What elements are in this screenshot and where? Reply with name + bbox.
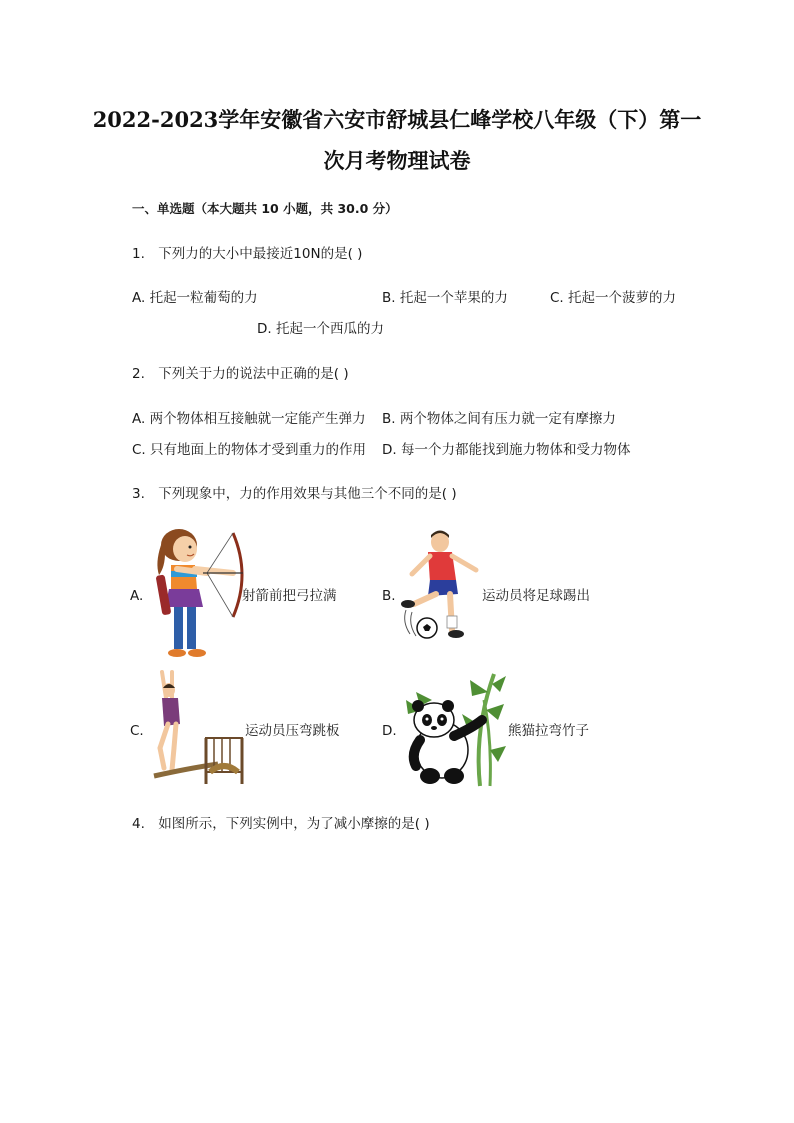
question-text: 如图所示，下列实例中，为了减小摩擦的是( ) <box>158 816 430 832</box>
archer-girl-icon <box>147 527 247 665</box>
option-1d[interactable]: D. 托起一个西瓜的力 <box>257 321 384 337</box>
soccer-player-icon <box>400 530 482 656</box>
option-3d-text: 熊猫拉弯竹子 <box>508 723 589 739</box>
option-2d[interactable]: D. 每一个力都能找到施力物体和受力物体 <box>382 442 631 458</box>
option-2c[interactable]: C. 只有地面上的物体才受到重力的作用 <box>132 442 367 458</box>
question-4 <box>132 815 430 833</box>
option-2a[interactable]: A. 两个物体相互接触就一定能产生弹力 <box>132 411 366 427</box>
panda-bamboo-icon <box>402 670 508 792</box>
question-2 <box>132 365 349 383</box>
option-1c[interactable]: C. 托起一个菠萝的力 <box>550 290 677 306</box>
option-3c-label[interactable]: C. <box>130 723 144 739</box>
question-number: 2. <box>132 366 145 382</box>
question-1 <box>132 245 362 263</box>
option-3b-text: 运动员将足球踢出 <box>482 588 590 604</box>
question-number: 3. <box>132 486 145 502</box>
option-3b-label[interactable]: B. <box>382 588 396 604</box>
title-line-1: 2022-2023学年安徽省六安市舒城县仁峰学校八年级（下）第一 <box>92 107 702 132</box>
question-number: 1. <box>132 246 145 262</box>
question-3 <box>132 485 457 503</box>
question-text: 下列现象中，力的作用效果与其他三个不同的是( ) <box>158 486 457 502</box>
option-3a-text: 射箭前把弓拉满 <box>242 588 337 604</box>
option-3d-label[interactable]: D. <box>382 723 397 739</box>
title-line-2: 次月考物理试卷 <box>323 148 471 173</box>
question-number: 4. <box>132 816 145 832</box>
option-3c-text: 运动员压弯跳板 <box>245 723 340 739</box>
question-text: 下列力的大小中最接近10N的是( ) <box>158 246 363 262</box>
option-3a-label[interactable]: A. <box>130 588 144 604</box>
question-text: 下列关于力的说法中正确的是( ) <box>158 366 349 382</box>
option-2b[interactable]: B. 两个物体之间有压力就一定有摩擦力 <box>382 411 616 427</box>
option-1b[interactable]: B. 托起一个苹果的力 <box>382 290 508 306</box>
diver-springboard-icon <box>150 668 246 790</box>
section-heading: 一、单选题（本大题共 10 小题，共 30.0 分） <box>132 201 398 216</box>
option-1a[interactable]: A. 托起一粒葡萄的力 <box>132 290 258 306</box>
